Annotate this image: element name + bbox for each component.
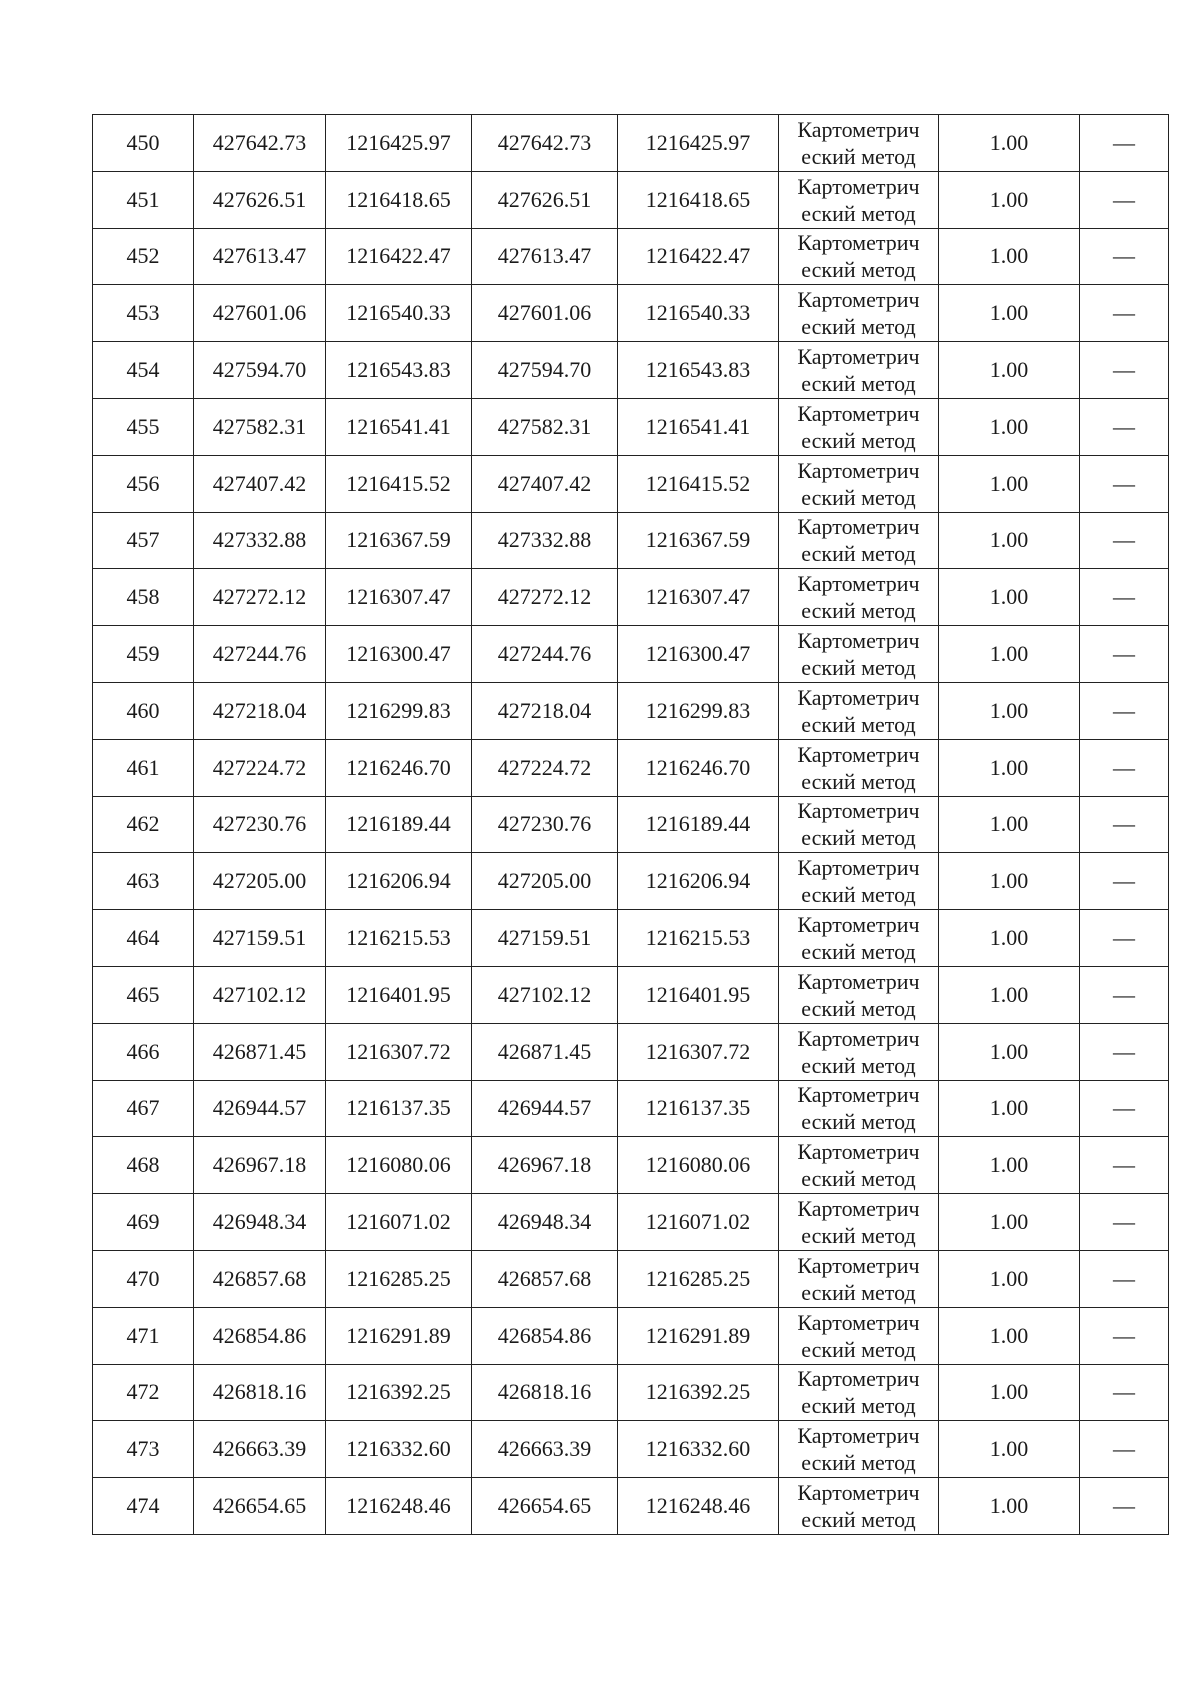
method-line-2: еский метод [801, 1279, 916, 1305]
table-row [93, 569, 1169, 626]
specified-y-cell: 1216080.06 [618, 1137, 779, 1194]
method-cell [779, 853, 939, 910]
specified-y-cell: 1216137.35 [618, 1080, 779, 1137]
existing-x-cell: 427102.12 [194, 966, 326, 1023]
existing-y-cell: 1216071.02 [326, 1194, 472, 1251]
table-row [93, 626, 1169, 683]
table-row [93, 682, 1169, 739]
method-line-1: Картометрич [797, 798, 920, 824]
method-line-2: еский метод [801, 768, 916, 794]
existing-y-cell: 1216418.65 [326, 171, 472, 228]
point-number-cell: 466 [93, 1023, 194, 1080]
existing-y-cell: 1216285.25 [326, 1250, 472, 1307]
specified-x-cell: 427218.04 [472, 682, 618, 739]
method-line-1: Картометрич [797, 1139, 920, 1165]
method-cell [779, 1421, 939, 1478]
method-line-2: еский метод [801, 882, 916, 908]
existing-y-cell: 1216401.95 [326, 966, 472, 1023]
accuracy-cell: 1.00 [939, 569, 1080, 626]
specified-y-cell: 1216425.97 [618, 115, 779, 172]
table-row [93, 1137, 1169, 1194]
existing-x-cell: 426948.34 [194, 1194, 326, 1251]
method-line-1: Картометрич [797, 1025, 920, 1051]
specified-y-cell: 1216285.25 [618, 1250, 779, 1307]
existing-y-cell: 1216367.59 [326, 512, 472, 569]
method-line-2: еский метод [801, 371, 916, 397]
method-line-1: Картометрич [797, 1423, 920, 1449]
method-line-2: еский метод [801, 1052, 916, 1078]
coordinates-table-body [93, 115, 1169, 1535]
method-line-1: Картометрич [797, 1309, 920, 1335]
existing-x-cell: 427224.72 [194, 739, 326, 796]
method-cell [779, 512, 939, 569]
description-cell: — [1080, 1478, 1169, 1535]
table-row [93, 1364, 1169, 1421]
specified-y-cell: 1216307.72 [618, 1023, 779, 1080]
description-cell: — [1080, 682, 1169, 739]
accuracy-cell: 1.00 [939, 342, 1080, 399]
method-cell [779, 1080, 939, 1137]
description-cell: — [1080, 1364, 1169, 1421]
method-line-1: Картометрич [797, 1196, 920, 1222]
specified-y-cell: 1216071.02 [618, 1194, 779, 1251]
method-line-2: еский метод [801, 200, 916, 226]
description-cell: — [1080, 569, 1169, 626]
method-line-2: еский метод [801, 1507, 916, 1533]
method-cell [779, 739, 939, 796]
method-line-1: Картометрич [797, 628, 920, 654]
existing-x-cell: 427332.88 [194, 512, 326, 569]
description-cell: — [1080, 1250, 1169, 1307]
table-row [93, 512, 1169, 569]
point-number-cell: 454 [93, 342, 194, 399]
method-cell [779, 342, 939, 399]
description-cell: — [1080, 342, 1169, 399]
specified-y-cell: 1216206.94 [618, 853, 779, 910]
accuracy-cell: 1.00 [939, 1194, 1080, 1251]
specified-y-cell: 1216392.25 [618, 1364, 779, 1421]
description-cell: — [1080, 796, 1169, 853]
table-row [93, 1250, 1169, 1307]
table-row [93, 796, 1169, 853]
method-cell [779, 1250, 939, 1307]
accuracy-cell: 1.00 [939, 398, 1080, 455]
method-line-1: Картометрич [797, 855, 920, 881]
existing-x-cell: 426818.16 [194, 1364, 326, 1421]
specified-y-cell: 1216415.52 [618, 455, 779, 512]
description-cell: — [1080, 1307, 1169, 1364]
point-number-cell: 473 [93, 1421, 194, 1478]
accuracy-cell: 1.00 [939, 853, 1080, 910]
point-number-cell: 462 [93, 796, 194, 853]
method-cell [779, 966, 939, 1023]
method-cell [779, 285, 939, 342]
method-cell [779, 171, 939, 228]
existing-x-cell: 427407.42 [194, 455, 326, 512]
specified-y-cell: 1216300.47 [618, 626, 779, 683]
description-cell: — [1080, 115, 1169, 172]
point-number-cell: 460 [93, 682, 194, 739]
method-line-2: еский метод [801, 427, 916, 453]
existing-y-cell: 1216392.25 [326, 1364, 472, 1421]
specified-y-cell: 1216307.47 [618, 569, 779, 626]
table-row [93, 342, 1169, 399]
method-line-2: еский метод [801, 257, 916, 283]
description-cell: — [1080, 739, 1169, 796]
specified-y-cell: 1216291.89 [618, 1307, 779, 1364]
specified-y-cell: 1216540.33 [618, 285, 779, 342]
specified-x-cell: 427205.00 [472, 853, 618, 910]
method-line-2: еский метод [801, 825, 916, 851]
point-number-cell: 452 [93, 228, 194, 285]
specified-y-cell: 1216299.83 [618, 682, 779, 739]
accuracy-cell: 1.00 [939, 1023, 1080, 1080]
point-number-cell: 464 [93, 910, 194, 967]
method-line-1: Картометрич [797, 514, 920, 540]
accuracy-cell: 1.00 [939, 910, 1080, 967]
existing-y-cell: 1216248.46 [326, 1478, 472, 1535]
method-line-2: еский метод [801, 143, 916, 169]
existing-x-cell: 427613.47 [194, 228, 326, 285]
description-cell: — [1080, 853, 1169, 910]
description-cell: — [1080, 171, 1169, 228]
method-line-1: Картометрич [797, 1480, 920, 1506]
method-line-1: Картометрич [797, 684, 920, 710]
method-line-2: еский метод [801, 484, 916, 510]
table-row [93, 455, 1169, 512]
specified-x-cell: 427159.51 [472, 910, 618, 967]
specified-y-cell: 1216248.46 [618, 1478, 779, 1535]
description-cell: — [1080, 1137, 1169, 1194]
existing-y-cell: 1216215.53 [326, 910, 472, 967]
specified-x-cell: 427224.72 [472, 739, 618, 796]
existing-x-cell: 426854.86 [194, 1307, 326, 1364]
specified-x-cell: 427102.12 [472, 966, 618, 1023]
specified-y-cell: 1216246.70 [618, 739, 779, 796]
method-cell [779, 569, 939, 626]
accuracy-cell: 1.00 [939, 1250, 1080, 1307]
existing-y-cell: 1216080.06 [326, 1137, 472, 1194]
description-cell: — [1080, 910, 1169, 967]
method-line-2: еский метод [801, 1166, 916, 1192]
method-line-2: еский метод [801, 939, 916, 965]
existing-y-cell: 1216300.47 [326, 626, 472, 683]
existing-y-cell: 1216307.72 [326, 1023, 472, 1080]
method-cell [779, 910, 939, 967]
point-number-cell: 467 [93, 1080, 194, 1137]
specified-x-cell: 427594.70 [472, 342, 618, 399]
specified-x-cell: 426871.45 [472, 1023, 618, 1080]
point-number-cell: 465 [93, 966, 194, 1023]
point-number-cell: 451 [93, 171, 194, 228]
method-cell [779, 1137, 939, 1194]
specified-x-cell: 426948.34 [472, 1194, 618, 1251]
method-line-2: еский метод [801, 995, 916, 1021]
accuracy-cell: 1.00 [939, 115, 1080, 172]
specified-x-cell: 426967.18 [472, 1137, 618, 1194]
method-cell [779, 1364, 939, 1421]
table-row [93, 1023, 1169, 1080]
specified-x-cell: 427642.73 [472, 115, 618, 172]
point-number-cell: 459 [93, 626, 194, 683]
specified-x-cell: 426854.86 [472, 1307, 618, 1364]
existing-y-cell: 1216425.97 [326, 115, 472, 172]
accuracy-cell: 1.00 [939, 966, 1080, 1023]
method-cell [779, 455, 939, 512]
table-row [93, 966, 1169, 1023]
point-number-cell: 463 [93, 853, 194, 910]
existing-x-cell: 427582.31 [194, 398, 326, 455]
existing-y-cell: 1216137.35 [326, 1080, 472, 1137]
specified-y-cell: 1216422.47 [618, 228, 779, 285]
method-line-2: еский метод [801, 1336, 916, 1362]
accuracy-cell: 1.00 [939, 228, 1080, 285]
accuracy-cell: 1.00 [939, 285, 1080, 342]
existing-x-cell: 427205.00 [194, 853, 326, 910]
existing-y-cell: 1216541.41 [326, 398, 472, 455]
specified-y-cell: 1216332.60 [618, 1421, 779, 1478]
existing-x-cell: 427626.51 [194, 171, 326, 228]
table-row [93, 115, 1169, 172]
specified-x-cell: 427407.42 [472, 455, 618, 512]
specified-x-cell: 427626.51 [472, 171, 618, 228]
point-number-cell: 472 [93, 1364, 194, 1421]
method-cell [779, 682, 939, 739]
specified-x-cell: 426818.16 [472, 1364, 618, 1421]
coordinates-table [92, 114, 1169, 1535]
method-line-1: Картометрич [797, 400, 920, 426]
method-cell [779, 1307, 939, 1364]
accuracy-cell: 1.00 [939, 1137, 1080, 1194]
existing-x-cell: 427272.12 [194, 569, 326, 626]
method-line-1: Картометрич [797, 173, 920, 199]
description-cell: — [1080, 1194, 1169, 1251]
method-line-1: Картометрич [797, 1366, 920, 1392]
accuracy-cell: 1.00 [939, 1478, 1080, 1535]
point-number-cell: 474 [93, 1478, 194, 1535]
specified-y-cell: 1216367.59 [618, 512, 779, 569]
existing-x-cell: 426871.45 [194, 1023, 326, 1080]
accuracy-cell: 1.00 [939, 171, 1080, 228]
accuracy-cell: 1.00 [939, 1307, 1080, 1364]
table-row [93, 1421, 1169, 1478]
method-line-2: еский метод [801, 1109, 916, 1135]
description-cell: — [1080, 285, 1169, 342]
specified-x-cell: 427582.31 [472, 398, 618, 455]
method-cell [779, 1023, 939, 1080]
existing-x-cell: 427159.51 [194, 910, 326, 967]
method-line-1: Картометрич [797, 457, 920, 483]
existing-x-cell: 427601.06 [194, 285, 326, 342]
accuracy-cell: 1.00 [939, 1080, 1080, 1137]
method-line-2: еский метод [801, 1450, 916, 1476]
table-row [93, 171, 1169, 228]
method-line-1: Картометрич [797, 230, 920, 256]
method-line-1: Картометрич [797, 344, 920, 370]
accuracy-cell: 1.00 [939, 682, 1080, 739]
method-line-2: еский метод [801, 1393, 916, 1419]
existing-y-cell: 1216415.52 [326, 455, 472, 512]
specified-x-cell: 427230.76 [472, 796, 618, 853]
point-number-cell: 461 [93, 739, 194, 796]
method-line-2: еский метод [801, 655, 916, 681]
existing-x-cell: 427230.76 [194, 796, 326, 853]
specified-y-cell: 1216543.83 [618, 342, 779, 399]
existing-y-cell: 1216291.89 [326, 1307, 472, 1364]
specified-y-cell: 1216189.44 [618, 796, 779, 853]
table-row [93, 1080, 1169, 1137]
existing-x-cell: 427642.73 [194, 115, 326, 172]
existing-y-cell: 1216332.60 [326, 1421, 472, 1478]
description-cell: — [1080, 626, 1169, 683]
table-row [93, 1307, 1169, 1364]
method-line-1: Картометрич [797, 1252, 920, 1278]
accuracy-cell: 1.00 [939, 739, 1080, 796]
existing-y-cell: 1216206.94 [326, 853, 472, 910]
existing-x-cell: 427218.04 [194, 682, 326, 739]
method-line-1: Картометрич [797, 741, 920, 767]
table-row [93, 739, 1169, 796]
method-line-1: Картометрич [797, 116, 920, 142]
point-number-cell: 471 [93, 1307, 194, 1364]
method-line-1: Картометрич [797, 968, 920, 994]
table-row [93, 285, 1169, 342]
method-line-2: еский метод [801, 541, 916, 567]
method-line-2: еский метод [801, 598, 916, 624]
method-line-2: еский метод [801, 314, 916, 340]
point-number-cell: 453 [93, 285, 194, 342]
specified-x-cell: 426654.65 [472, 1478, 618, 1535]
method-cell [779, 115, 939, 172]
specified-x-cell: 426944.57 [472, 1080, 618, 1137]
method-line-1: Картометрич [797, 1082, 920, 1108]
method-cell [779, 398, 939, 455]
point-number-cell: 456 [93, 455, 194, 512]
table-row [93, 228, 1169, 285]
point-number-cell: 455 [93, 398, 194, 455]
method-cell [779, 228, 939, 285]
method-line-1: Картометрич [797, 287, 920, 313]
description-cell: — [1080, 455, 1169, 512]
specified-x-cell: 427601.06 [472, 285, 618, 342]
table-row [93, 398, 1169, 455]
description-cell: — [1080, 1421, 1169, 1478]
specified-y-cell: 1216541.41 [618, 398, 779, 455]
method-cell [779, 796, 939, 853]
point-number-cell: 458 [93, 569, 194, 626]
table-row [93, 910, 1169, 967]
specified-x-cell: 427332.88 [472, 512, 618, 569]
existing-x-cell: 426967.18 [194, 1137, 326, 1194]
point-number-cell: 469 [93, 1194, 194, 1251]
specified-x-cell: 427613.47 [472, 228, 618, 285]
existing-y-cell: 1216299.83 [326, 682, 472, 739]
point-number-cell: 450 [93, 115, 194, 172]
method-line-1: Картометрич [797, 571, 920, 597]
description-cell: — [1080, 1023, 1169, 1080]
existing-y-cell: 1216246.70 [326, 739, 472, 796]
existing-x-cell: 426663.39 [194, 1421, 326, 1478]
accuracy-cell: 1.00 [939, 1421, 1080, 1478]
description-cell: — [1080, 228, 1169, 285]
table-row [93, 853, 1169, 910]
method-line-1: Картометрич [797, 912, 920, 938]
existing-y-cell: 1216422.47 [326, 228, 472, 285]
existing-x-cell: 427594.70 [194, 342, 326, 399]
existing-y-cell: 1216307.47 [326, 569, 472, 626]
method-cell [779, 1194, 939, 1251]
method-line-2: еский метод [801, 711, 916, 737]
table-row [93, 1194, 1169, 1251]
description-cell: — [1080, 398, 1169, 455]
existing-y-cell: 1216189.44 [326, 796, 472, 853]
method-line-2: еский метод [801, 1223, 916, 1249]
specified-y-cell: 1216215.53 [618, 910, 779, 967]
accuracy-cell: 1.00 [939, 455, 1080, 512]
table-row [93, 1478, 1169, 1535]
specified-y-cell: 1216401.95 [618, 966, 779, 1023]
existing-x-cell: 426857.68 [194, 1250, 326, 1307]
accuracy-cell: 1.00 [939, 626, 1080, 683]
existing-y-cell: 1216543.83 [326, 342, 472, 399]
specified-x-cell: 426857.68 [472, 1250, 618, 1307]
existing-y-cell: 1216540.33 [326, 285, 472, 342]
description-cell: — [1080, 966, 1169, 1023]
method-cell [779, 1478, 939, 1535]
specified-x-cell: 427272.12 [472, 569, 618, 626]
accuracy-cell: 1.00 [939, 796, 1080, 853]
specified-x-cell: 426663.39 [472, 1421, 618, 1478]
point-number-cell: 470 [93, 1250, 194, 1307]
existing-x-cell: 427244.76 [194, 626, 326, 683]
accuracy-cell: 1.00 [939, 512, 1080, 569]
method-cell [779, 626, 939, 683]
point-number-cell: 457 [93, 512, 194, 569]
description-cell: — [1080, 512, 1169, 569]
existing-x-cell: 426944.57 [194, 1080, 326, 1137]
specified-y-cell: 1216418.65 [618, 171, 779, 228]
specified-x-cell: 427244.76 [472, 626, 618, 683]
accuracy-cell: 1.00 [939, 1364, 1080, 1421]
point-number-cell: 468 [93, 1137, 194, 1194]
description-cell: — [1080, 1080, 1169, 1137]
existing-x-cell: 426654.65 [194, 1478, 326, 1535]
